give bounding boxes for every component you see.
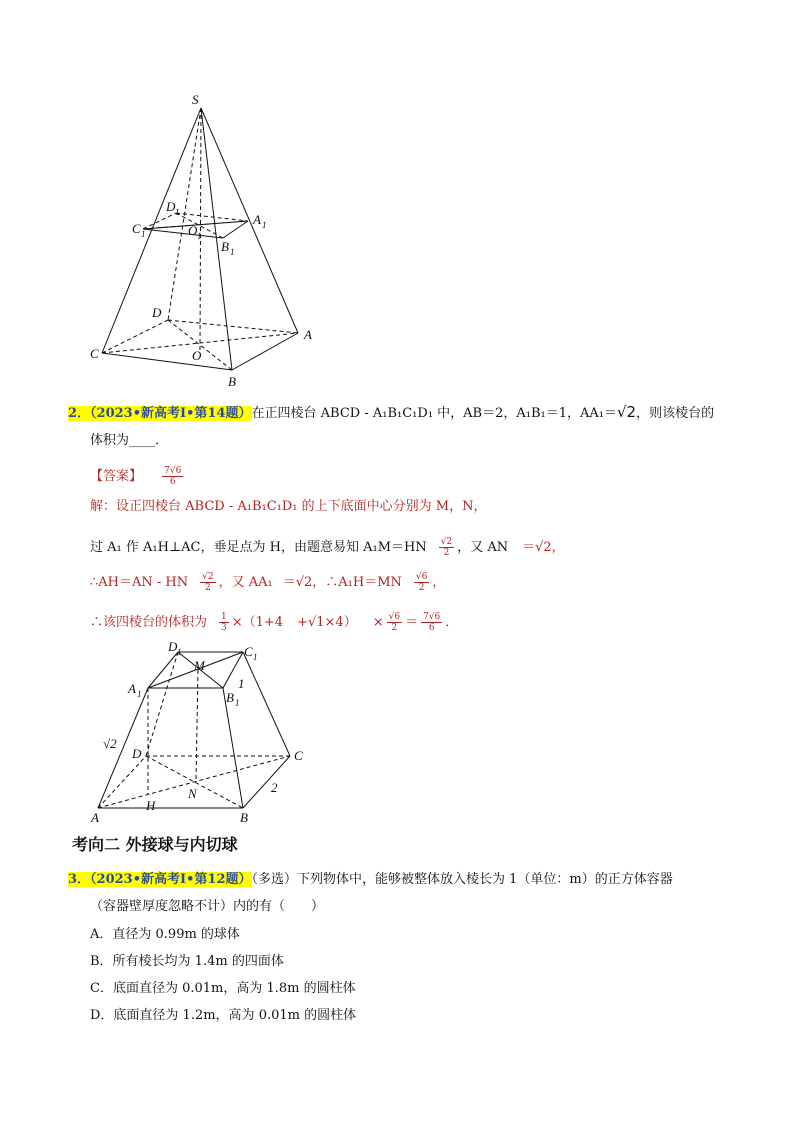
label-edge-2: 2 xyxy=(271,780,278,795)
label-C: C xyxy=(90,346,99,361)
q3-stem: （多选）下列物体中，能够被整体放入棱长为 1（单位：m）的正方体容器 xyxy=(251,872,673,887)
q3-option-a: A．直径为 0.99m 的球体 xyxy=(90,927,240,942)
label-M: M xyxy=(194,658,205,673)
svg-text:1: 1 xyxy=(230,247,235,257)
label-B: B xyxy=(228,374,236,389)
label-B1: B xyxy=(226,690,234,705)
q2-number: 2． xyxy=(68,406,91,421)
q3-option-b: B．所有棱长均为 1.4m 的四面体 xyxy=(90,954,284,969)
svg-text:1: 1 xyxy=(197,231,202,241)
svg-text:1: 1 xyxy=(235,698,240,708)
label-A: A xyxy=(304,327,312,342)
label-H: H xyxy=(146,798,156,813)
svg-text:1: 1 xyxy=(175,207,180,217)
label-D: D xyxy=(132,746,142,761)
pyramid-figure xyxy=(80,88,330,393)
svg-text:1: 1 xyxy=(177,647,182,657)
label-sqrt2: √2 xyxy=(103,736,117,751)
label-N: N xyxy=(188,786,197,801)
svg-text:1: 1 xyxy=(262,220,267,230)
answer-label: 【答案】 xyxy=(90,469,143,484)
q2-stem-sqrt: √2 xyxy=(617,403,637,421)
label-O: O xyxy=(192,348,202,363)
q2-stem-line1 xyxy=(68,403,714,423)
svg-text:1: 1 xyxy=(253,652,258,662)
svg-text:1: 1 xyxy=(137,689,142,699)
label-edge-1: 1 xyxy=(238,676,245,691)
label-S: S xyxy=(192,92,199,107)
label-B1: B xyxy=(221,239,229,254)
q2-source: （2023•新高考Ⅰ•第14题） xyxy=(90,406,252,421)
q3-source: （2023•新高考Ⅰ•第12题） xyxy=(90,872,252,887)
q2-solution-line4: ∴该四棱台的体积为 $\frac{1}{3}$ ×（1+4 +√1×4） × $\frac{√6}{2}$ ＝ $\frac{7√6}{6}$ ． xyxy=(90,612,459,633)
label-C: C xyxy=(294,748,303,763)
label-C1: C xyxy=(244,644,253,659)
frustum-figure xyxy=(88,640,328,832)
q3-option-d: D．底面直径为 1.2m，高为 0.01m 的圆柱体 xyxy=(90,1008,357,1023)
label-A: A xyxy=(91,810,99,825)
label-D1: D xyxy=(166,199,176,214)
label-B: B xyxy=(240,810,248,825)
section-heading: 考向二 外接球与内切球 xyxy=(72,835,238,854)
q3-option-c: C．底面直径为 0.01m，高为 1.8m 的圆柱体 xyxy=(90,981,356,996)
q3-number: 3． xyxy=(68,872,91,887)
q2-stem: 在正四棱台 ABCD - A₁B₁C₁D₁ 中，AB＝2，A₁B₁＝1，AA₁＝ xyxy=(251,406,617,421)
label-D: D xyxy=(152,305,162,320)
q2-solution-line3: ∴AH＝AN - HN $\frac{√2}{2}$ ，又 AA₁ ＝√2，∴A₁H＝MN $\frac{√6}{2}$ ， xyxy=(90,572,446,593)
q3-stem-line1 xyxy=(68,871,673,889)
label-O1: O xyxy=(188,223,198,238)
label-C1: C xyxy=(132,221,141,236)
q3-stem-line2: （容器壁厚度忽略不计）内的有（ ） xyxy=(90,899,325,914)
q2-solution-line1: 解：设正四棱台 ABCD - A₁B₁C₁D₁ 的上下底面中心分别为 M，N， xyxy=(90,499,487,514)
label-A1: A xyxy=(128,681,136,696)
label-D1: D xyxy=(168,640,178,654)
svg-text:1: 1 xyxy=(141,229,146,239)
q2-stem-end: ，则该棱台的 xyxy=(636,406,715,421)
q2-stem-line2: 体积为____． xyxy=(90,433,169,448)
q2-solution-line2: 过 A₁ 作 A₁H⊥AC，垂足点为 H，由题意易知 A₁M＝HN $\frac{√2}{2}$ ，又 AN ＝√2， xyxy=(90,537,565,558)
q2-answer: 【答案】 $\frac{7√6}{6}$ xyxy=(90,466,182,487)
label-A1: A xyxy=(253,212,261,227)
